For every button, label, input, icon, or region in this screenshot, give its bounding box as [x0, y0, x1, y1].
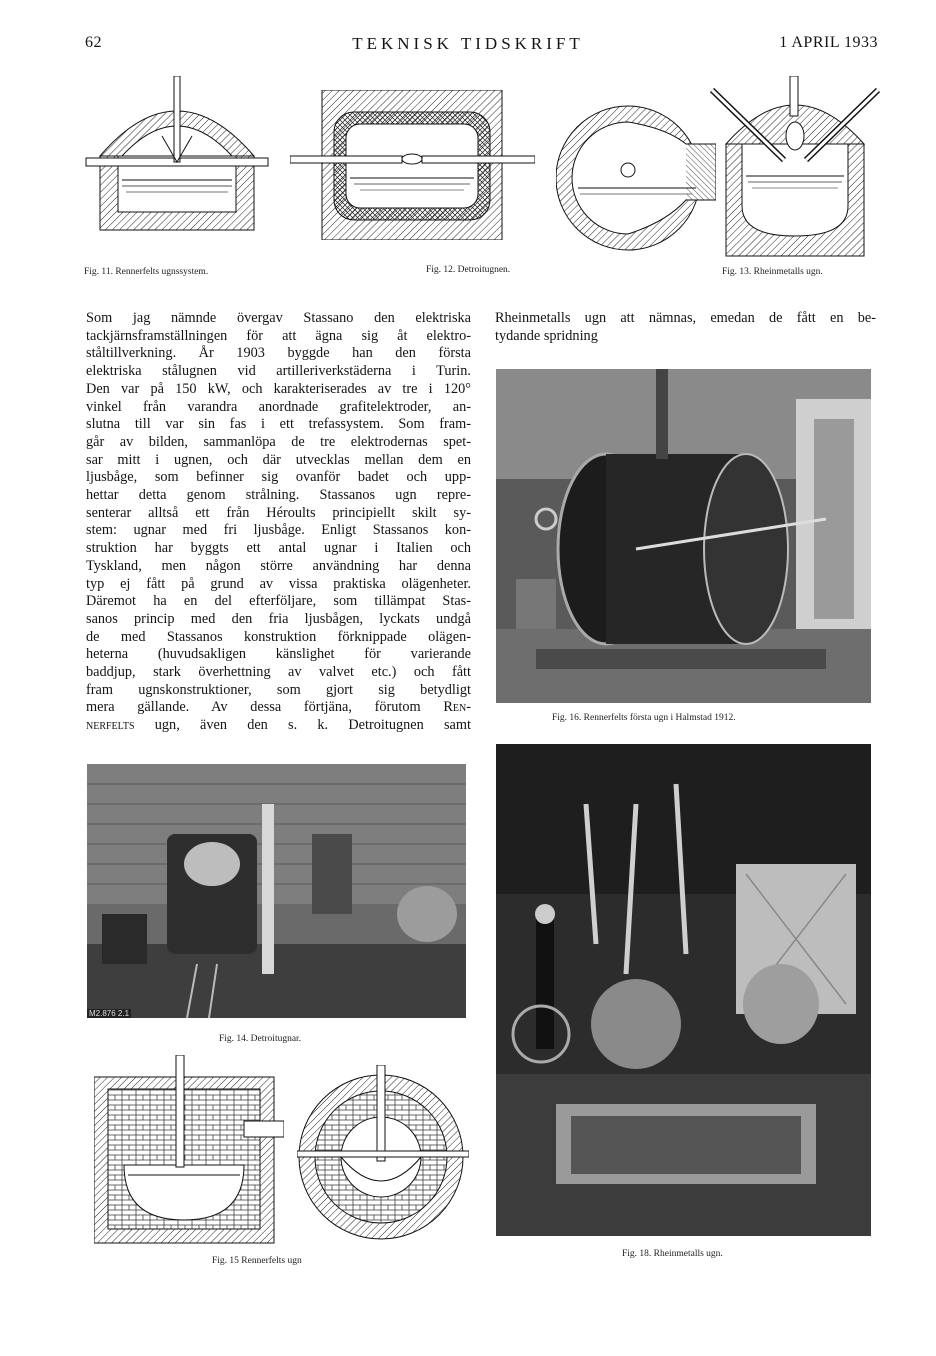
text-line: tackjärnsframställningen för att ägna sig åt elektro- — [86, 327, 471, 344]
text-line: de med Stassanos konstruktion förknippade olägen- — [86, 628, 471, 645]
journal-title: TEKNISK TIDSKRIFT — [352, 34, 584, 53]
text-line: elektriska stålugnen vid artilleriverkstäderna i Turin. — [86, 363, 471, 380]
issue-date: 1 APRIL 1933 — [779, 34, 878, 51]
text-line: tydande spridning — [495, 327, 598, 344]
fig15-plan-diagram — [297, 1065, 469, 1245]
text-line: Som jag nämnde övergav Stassano den elektriska — [86, 310, 471, 326]
text-line: struktion har byggts ett antal ugnar i Italien och — [86, 540, 471, 557]
text-line: slutna till var sin fas i ett trefassystem. Som fram- — [86, 416, 471, 433]
fig13-diagram — [706, 76, 884, 261]
text-line: stem: ugnar med fri ljusbåge. Enligt Stassanos kon- — [86, 522, 471, 539]
text-line: går av bilden, sammanlöpa de tre elektrodernas spet- — [86, 433, 471, 450]
name-rennerfelts-part2: nerfelts — [86, 717, 135, 734]
fig16-caption: Fig. 16. Rennerfelts första ugn i Halmstad 1912. — [552, 713, 736, 723]
right-column-text — [495, 310, 876, 345]
fig14-plate-mark: M2.876 2.1 — [89, 1009, 130, 1018]
text-line: baddjup, stark överhettning av valvet etc.) och fått — [86, 664, 471, 681]
fig14-photo — [87, 764, 466, 1018]
text-line: ljusbåge, som befinner sig ovanför badet och upp- — [86, 469, 471, 486]
text-line: vinkel från varandra anordnade grafitelektroder, an- — [86, 398, 471, 415]
fig15-caption: Fig. 15 Rennerfelts ugn — [212, 1256, 302, 1266]
fig13-caption: Fig. 13. Rheinmetalls ugn. — [722, 267, 823, 277]
fig12-caption: Fig. 12. Detroitugnen. — [426, 265, 511, 275]
fig18-photo — [496, 744, 871, 1236]
fig11-caption: Fig. 11. Rennerfelts ugnssystem. — [84, 267, 209, 277]
fig11-diagram — [82, 76, 272, 236]
text-fragment: mera gällande. Av dessa förtjäna, förutom — [86, 699, 421, 716]
text-line: Tyskland, men någon större användning har denna — [86, 557, 471, 574]
text-line — [86, 699, 471, 717]
left-column-text — [86, 310, 471, 735]
text-line: ståltillverkning. År 1903 byggde han den första — [86, 345, 471, 362]
text-line: fram ugnskonstruktioner, som gjort sig betydligt — [86, 681, 471, 698]
page-number: 62 — [85, 34, 102, 51]
text-line: Den var på 150 kW, och karakteriserades av tre i 120° — [86, 380, 471, 397]
fig15-section-diagram — [94, 1055, 284, 1245]
text-line: heterna (huvudsakligen känslighet för varierande — [86, 646, 471, 663]
fig12-section-diagram — [556, 92, 716, 257]
text-line: Rheinmetalls ugn att nämnas, emedan de fått en be- — [495, 310, 876, 326]
fig12-diagram — [290, 90, 535, 240]
text-line: typ ej fått på grund av vissa praktiska olägenheter. — [86, 575, 471, 592]
text-line — [86, 717, 471, 735]
fig16-photo — [496, 369, 871, 703]
text-fragment: ugn, även den s. k. Detroitugnen samt — [134, 717, 471, 734]
fig18-caption: Fig. 18. Rheinmetalls ugn. — [622, 1249, 723, 1259]
text-line: Däremot ha en del efterföljare, som tillämpat Stas- — [86, 593, 471, 610]
text-line: sar mitt i ugnen, och där utvecklas mellan dem en — [86, 451, 471, 468]
name-rennerfelts-part1: Ren- — [443, 699, 471, 716]
text-line: senterar alltså ett från Héroults principiellt skilt sy- — [86, 504, 471, 521]
text-line: hettar detta genom strålning. Stassanos ugn repre- — [86, 487, 471, 504]
text-line: sanos princip med den fria ljusbågen, lyckats undgå — [86, 610, 471, 627]
fig14-caption: Fig. 14. Detroitugnar. — [219, 1034, 302, 1044]
